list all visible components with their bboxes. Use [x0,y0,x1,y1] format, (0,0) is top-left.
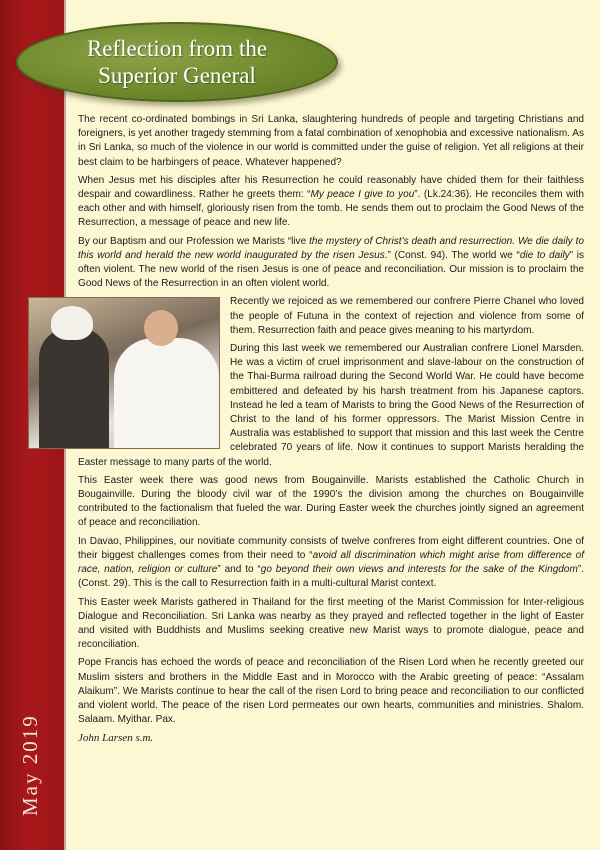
author-signature: John Larsen s.m. [78,732,154,745]
article-body [78,113,584,746]
paragraph-2 [78,174,584,231]
quote: the mystery of Christ’s death and resurrection. We die daily to this world and herald the new world inaugurated by the risen Jesus [78,235,584,261]
article-photo [28,297,220,449]
quote: My peace I give to you [310,189,415,201]
paragraph-3 [78,235,584,292]
quote: avoid all discrimination which might arise from difference of race, nation, religion or culture [78,549,584,576]
title-line-1: Reflection from the [86,36,268,61]
photo-figure-imam-head [51,306,93,340]
paragraph-5: During this last week we remembered our Australian confrere Lionel Marsden. He was a victim of cruel imprisonment and slave-labour on the construction of the Thai-Burma railroad during the Second World War. He could have become embittered and defeated by his harsh treatment from his Japanese captors. Instead he led a team of Marists to bring the Good News of the Resurrection of Christ to the land of his former oppressors. The Marist Mission Centre in Australia was established to support that mission and this last week the Centre celebrated 70 years of life. Now it continues to support Marists heralding the Easter message to many parts of the world. [78,343,584,468]
text-span: .” (Const. 94). The world we “ [384,249,520,261]
quote: go beyond their own views and interests for the sake of the Kingdom [260,564,578,576]
text-span: ”. (Lk.24:36). He reconciles them with each other and with himself, gloriously risen from the tomb. He sends them out to proclaim the Good News of the Resurrection, a message of peace and new life. [78,189,584,229]
paragraph-7 [78,535,584,592]
paragraph-1: The recent co-ordinated bombings in Sri Lanka, slaughtering hundreds of people and targeting Christians and foreigners, is yet another tragedy stemming from a fatal combination of xenophobia and excessive nationalism. As in Sri Lanka, so much of the violence in our world is committed under the guise of religion. Yet all religions at their best claim to be harbingers of peace. Whatever happened? [78,114,584,168]
paragraph-9: Pope Francis has echoed the words of peace and reconciliation of the Risen Lord when he recently greeted our Muslim sisters and brothers in the Middle East and in Morocco with the Arabic greeting of peace: “Assalam Alaikum”. We Marists continue to hear the call of the risen Lord to bring peace and reconciliation to our conflicted and violent world. The peace of the risen Lord permeates our own hearts, communities and ministries. Shalom. Salaam. Myithar. Pax. [78,657,584,726]
paragraph-6: This Easter week there was good news from Bougainville. Marists established the Catholic Church in Bougainville. During the bloody civil war of the 1990’s the division among the churches on Bougainville contributed to the factionalism that fueled the war. During Easter week the churches jointly signed an agreement of peace and reconciliation. [78,474,584,529]
text-span: In Davao, Philippines, our novitiate community consists of twelve confreres from eight different countries. One of their biggest challenges comes from their need to “ [78,535,584,561]
photo-figure-imam [39,328,109,448]
photo-figure-pope [114,338,219,448]
title-line-2: Superior General [98,63,256,88]
text-span: ”. (Const. 29). This is the call to Resurrection faith in a multi-cultural Marist context. [78,564,584,590]
text-span: By our Baptism and our Profession we Marists “live [78,235,310,247]
paragraph-4: Recently we rejoiced as we remembered our confrere Pierre Chanel who loved the people of Futuna in the context of rejection and violence from some of them. Resurrection faith and peace gives meaning to his martyrdom. [230,296,584,336]
text-span: When Jesus met his disciples after his Resurrection he could reasonably have chided them for their faithless despair and cowardliness. Rather he greets them: “ [78,174,584,201]
paragraph-8: This Easter week Marists gathered in Thailand for the first meeting of the Marist Commission for Inter-religious Dialogue and Reconciliation. Sri Lanka was nearby as they prayed and reflected together in the light of Easter and visited with Buddhists and Muslims seeking creative new Marist ways to promote dialogue, peace and reconciliation. [78,596,584,651]
title-banner [16,22,338,102]
issue-date: May 2019 [18,714,42,816]
text-span: ” and to “ [217,564,261,576]
text-span: ” is often violent. The new world of the risen Jesus is one of peace and reconciliation. Our mission is to proclaim the Good News of the Resurrection in an often violent world. [78,249,584,290]
quote: die to daily [519,249,570,261]
